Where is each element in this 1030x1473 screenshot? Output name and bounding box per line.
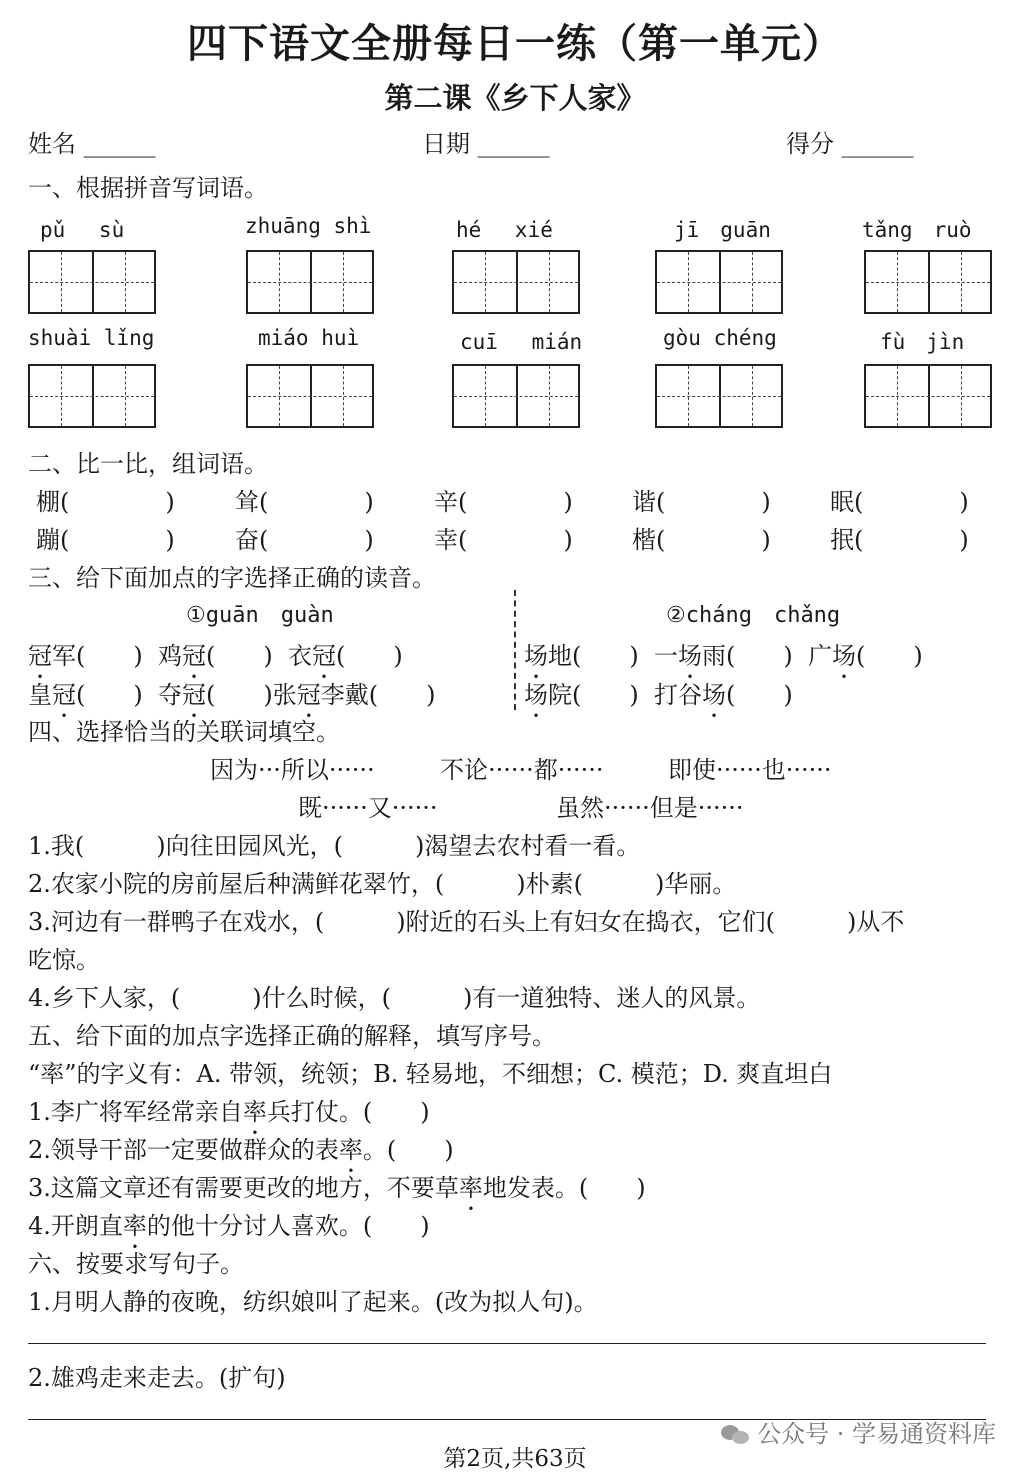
reading-row-left-1[interactable]: 冠军( ) 鸡冠( ) 衣冠( ) [28, 642, 403, 670]
reading-row-right-2[interactable]: 场院( ) 打谷场( ) [524, 681, 793, 709]
pinyin-label: miáo huì [258, 326, 360, 350]
column-divider [514, 590, 516, 710]
compare-item[interactable]: 抿( ) [830, 526, 969, 554]
reading-options-left: ①guān guàn [186, 603, 334, 628]
reading-options-right: ②cháng chǎng [666, 603, 841, 628]
writing-grid[interactable] [864, 250, 992, 314]
name-field: 姓名 ______ [28, 130, 156, 158]
pinyin-label: cuī mián [460, 330, 583, 354]
writing-grid[interactable] [28, 250, 156, 314]
pinyin-label: shuài lǐng [28, 326, 155, 350]
pinyin-label: gòu chéng [663, 326, 777, 350]
meaning-question[interactable]: 2.领导干部一定要做群众的表率。( ) [28, 1136, 454, 1164]
conjunction-question-cont: 吃惊。 [28, 946, 100, 974]
answer-line[interactable] [28, 1343, 986, 1344]
section-2-heading: 二、比一比，组词语。 [28, 450, 268, 478]
compare-item[interactable]: 楷( ) [632, 526, 771, 554]
pinyin-label: pǔ sù [40, 218, 125, 242]
conjunction-question[interactable]: 3.河边有一群鸭子在戏水，( )附近的石头上有妇女在捣衣，它们( )从不 [28, 908, 905, 936]
compare-item[interactable]: 耸( ) [235, 488, 374, 516]
writing-grid[interactable] [246, 364, 374, 428]
conjunction-option: 既······又······ [298, 794, 438, 822]
writing-grid[interactable] [655, 364, 783, 428]
writing-grid[interactable] [452, 364, 580, 428]
compare-item[interactable]: 眠( ) [830, 488, 969, 516]
meaning-question[interactable]: 4.开朗直率的他十分讨人喜欢。( ) [28, 1212, 430, 1240]
conjunction-option: 虽然······但是······ [556, 794, 744, 822]
writing-grid[interactable] [452, 250, 580, 314]
watermark: 公众号 · 学易通资料库 [721, 1414, 996, 1449]
conjunction-option: 不论······都······ [440, 756, 604, 784]
score-field: 得分 ______ [786, 130, 914, 158]
lesson-subtitle: 第二课《乡下人家》 [384, 81, 646, 115]
reading-row-left-2[interactable]: 皇冠( ) 夺冠( )张冠李戴( ) [28, 681, 436, 709]
writing-grid[interactable] [246, 250, 374, 314]
writing-grid[interactable] [655, 250, 783, 314]
section-6-heading: 六、按要求写句子。 [28, 1250, 244, 1278]
pinyin-label: hé xié [456, 218, 553, 242]
rewrite-question: 2.雄鸡走来走去。(扩句) [28, 1364, 286, 1392]
reading-row-right-1[interactable]: 场地( ) 一场雨( ) 广场( ) [524, 642, 923, 670]
conjunction-question[interactable]: 2.农家小院的房前屋后种满鲜花翠竹，( )朴素( )华丽。 [28, 870, 737, 898]
character-meanings: “率”的字义有：A. 带领，统领；B. 轻易地，不细想；C. 模范；D. 爽直坦白 [28, 1060, 833, 1088]
meaning-question[interactable]: 3.这篇文章还有需要更改的地方，不要草率地发表。( ) [28, 1174, 646, 1202]
pinyin-label: jī guān [674, 218, 771, 242]
rewrite-question: 1.月明人静的夜晚，纺织娘叫了起来。(改为拟人句)。 [28, 1288, 598, 1316]
pinyin-label: fù jìn [880, 330, 965, 354]
pinyin-label: tǎng ruò [862, 218, 972, 242]
compare-item[interactable]: 辛( ) [434, 488, 573, 516]
meaning-question[interactable]: 1.李广将军经常亲自率兵打仗。( ) [28, 1098, 430, 1126]
writing-grid[interactable] [864, 364, 992, 428]
section-4-heading: 四、选择恰当的关联词填空。 [28, 718, 340, 746]
pinyin-label: zhuāng shì [245, 214, 372, 238]
date-field: 日期 ______ [422, 130, 550, 158]
conjunction-option: 因为···所以······ [210, 756, 375, 784]
compare-item[interactable]: 奋( ) [235, 526, 374, 554]
conjunction-question[interactable]: 1.我( )向往田园风光，( )渴望去农村看一看。 [28, 832, 641, 860]
compare-item[interactable]: 蹦( ) [36, 526, 175, 554]
page-number: 第2页,共63页 [443, 1446, 587, 1472]
conjunction-option: 即使······也······ [668, 756, 832, 784]
compare-item[interactable]: 谐( ) [632, 488, 771, 516]
section-5-heading: 五、给下面的加点字选择正确的解释，填写序号。 [28, 1022, 556, 1050]
page-title: 四下语文全册每日一练（第一单元） [187, 20, 843, 67]
writing-grid[interactable] [28, 364, 156, 428]
section-1-heading: 一、根据拼音写词语。 [28, 174, 268, 202]
section-3-heading: 三、给下面加点的字选择正确的读音。 [28, 564, 436, 592]
conjunction-question[interactable]: 4.乡下人家，( )什么时候，( )有一道独特、迷人的风景。 [28, 984, 761, 1012]
compare-item[interactable]: 棚( ) [36, 488, 175, 516]
compare-item[interactable]: 幸( ) [434, 526, 573, 554]
